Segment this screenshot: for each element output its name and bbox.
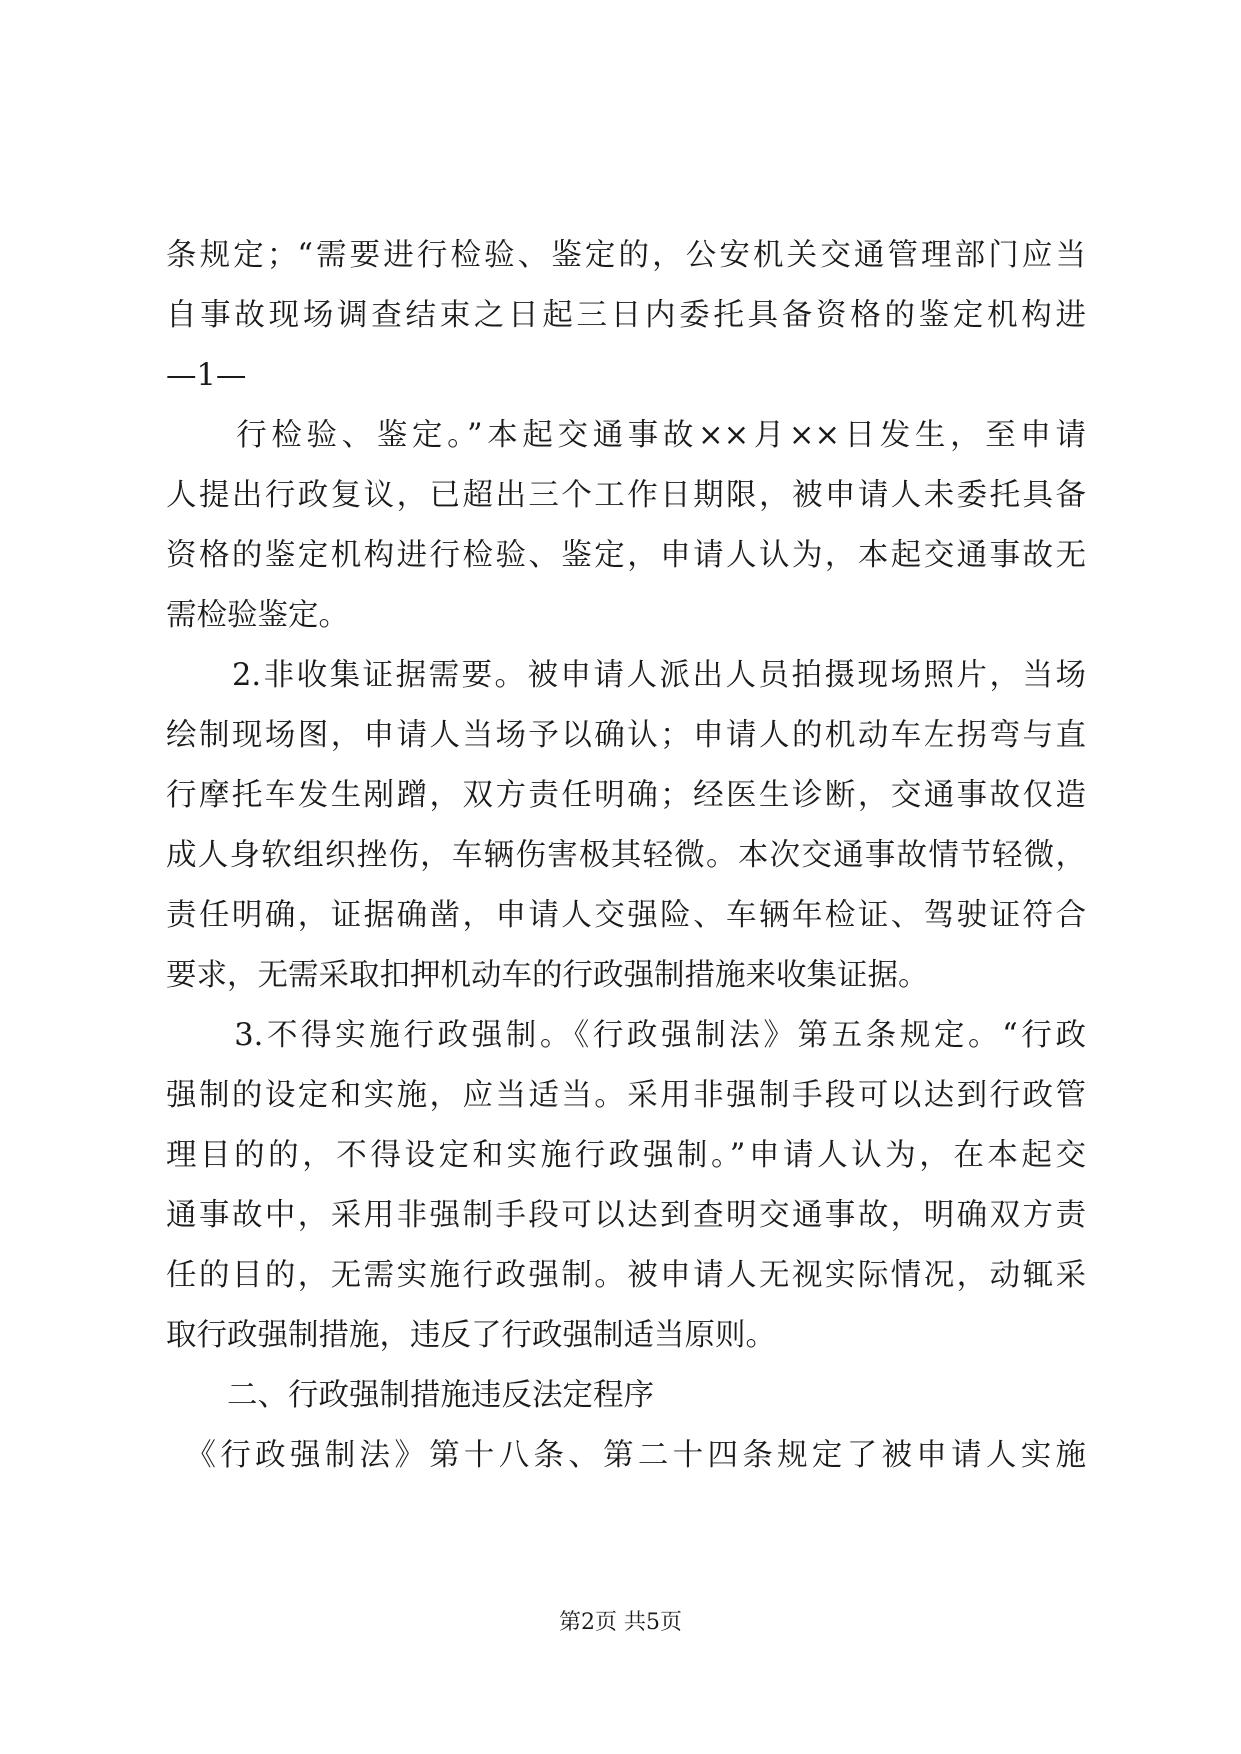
text-line: 行摩托车发生剐蹭，双方责任明确；经医生诊断，交通事故仅造 bbox=[166, 778, 1086, 813]
text-line: 人提出行政复议，已超出三个工作日期限，被申请人未委托具备 bbox=[166, 478, 1086, 513]
text-line: 绘制现场图，申请人当场予以确认；申请人的机动车左拐弯与直 bbox=[166, 718, 1086, 753]
text-line: 通事故中，采用非强制手段可以达到查明交通事故，明确双方责 bbox=[166, 1198, 1086, 1233]
document-body bbox=[166, 226, 1086, 1486]
text-line: 理目的的，不得设定和实施行政强制。”申请人认为，在本起交 bbox=[166, 1138, 1086, 1173]
section-heading: 二、行政强制措施违反法定程序 bbox=[166, 1378, 654, 1413]
text-line: 资格的鉴定机构进行检验、鉴定，申请人认为，本起交通事故无 bbox=[166, 538, 1086, 573]
text-line: 需检验鉴定。 bbox=[166, 598, 349, 633]
text-line: 要求，无需采取扣押机动车的行政强制措施来收集证据。 bbox=[166, 958, 929, 993]
page-footer: 第2页 共5页 bbox=[559, 1610, 682, 1635]
text-line: 2.非收集证据需要。被申请人派出人员拍摄现场照片，当场 bbox=[166, 658, 1086, 693]
text-line: 取行政强制措施，违反了行政强制适当原则。 bbox=[166, 1318, 776, 1353]
text-line: 行检验、鉴定。”本起交通事故××月××日发生，至申请 bbox=[166, 418, 1086, 453]
text-line: 《行政强制法》第十八条、第二十四条规定了被申请人实施 bbox=[166, 1438, 1086, 1473]
text-line: 3.不得实施行政强制。《行政强制法》第五条规定。“行政 bbox=[166, 1018, 1086, 1053]
inline-page-marker: —1— bbox=[166, 358, 247, 393]
text-line: 任的目的，无需实施行政强制。被申请人无视实际情况，动辄采 bbox=[166, 1258, 1086, 1293]
text-line: 条规定；“需要进行检验、鉴定的，公安机关交通管理部门应当 bbox=[166, 238, 1086, 273]
text-line: 自事故现场调查结束之日起三日内委托具备资格的鉴定机构进 bbox=[166, 298, 1086, 333]
text-line: 强制的设定和实施，应当适当。采用非强制手段可以达到行政管 bbox=[166, 1078, 1086, 1113]
text-line: 成人身软组织挫伤，车辆伤害极其轻微。本次交通事故情节轻微， bbox=[166, 838, 1086, 873]
text-line: 责任明确，证据确凿，申请人交强险、车辆年检证、驾驶证符合 bbox=[166, 898, 1086, 933]
